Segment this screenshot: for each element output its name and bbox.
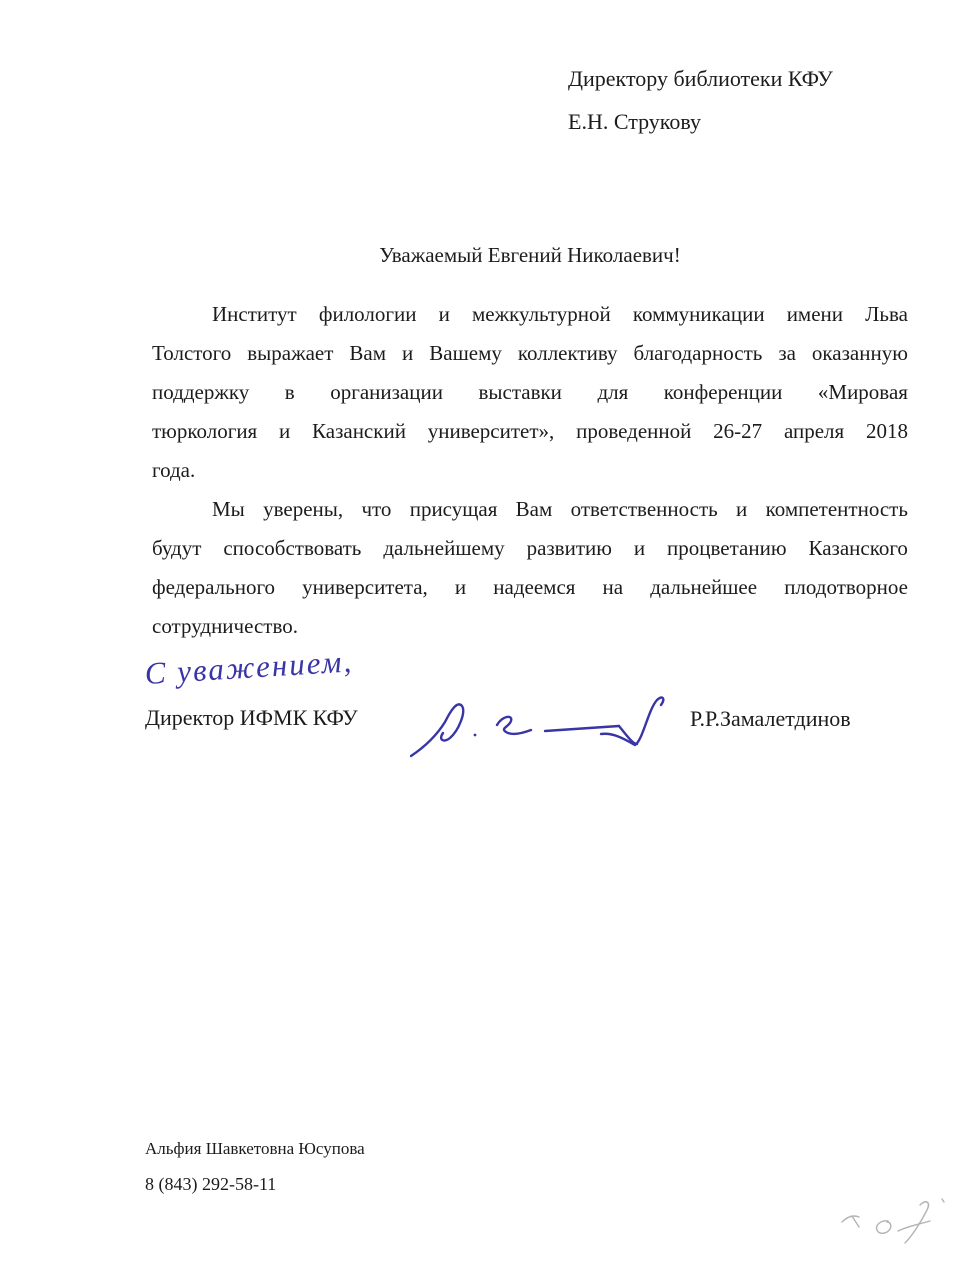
signer-title: Директор ИФМК КФУ xyxy=(145,705,358,730)
contact-block xyxy=(145,1138,365,1196)
pencil-scribble-icon xyxy=(838,1196,950,1257)
body-line: федерального университета, и надеемся на дальнейшее плодотворное xyxy=(152,575,908,599)
recipient-line-1: Директору библиотеки КФУ xyxy=(568,66,833,91)
paragraph-2 xyxy=(152,490,908,646)
paragraph-1 xyxy=(152,295,908,490)
signature-ink-icon xyxy=(405,688,705,771)
recipient-line-2: Е.Н. Струкову xyxy=(568,109,702,134)
signer-name: Р.Р.Замалетдинов xyxy=(690,706,851,731)
contact-phone: 8 (843) 292-58-11 xyxy=(145,1174,277,1194)
body-line: года. xyxy=(152,458,196,482)
recipient-block xyxy=(568,57,833,143)
body-line: поддержку в организации выставки для конференции «Мировая xyxy=(152,380,908,404)
body-line: Институт филологии и межкультурной коммуникации имени Льва xyxy=(212,302,908,326)
body-line: Мы уверены, что присущая Вам ответственность и компетентность xyxy=(212,497,908,521)
contact-name: Альфия Шавкетовна Юсупова xyxy=(145,1139,365,1158)
body-line: тюркология и Казанский университет», проведенной 26-27 апреля 2018 xyxy=(152,419,908,443)
salutation: Уважаемый Евгений Николаевич! xyxy=(379,243,681,267)
body-line: Толстого выражает Вам и Вашему коллективу благодарность за оказанную xyxy=(152,341,908,365)
body-line: будут способствовать дальнейшему развитию и процветанию Казанского xyxy=(152,536,908,560)
handwritten-closing: С уважением, xyxy=(143,643,355,692)
letter-body xyxy=(152,295,908,646)
body-line: сотрудничество. xyxy=(152,614,298,638)
